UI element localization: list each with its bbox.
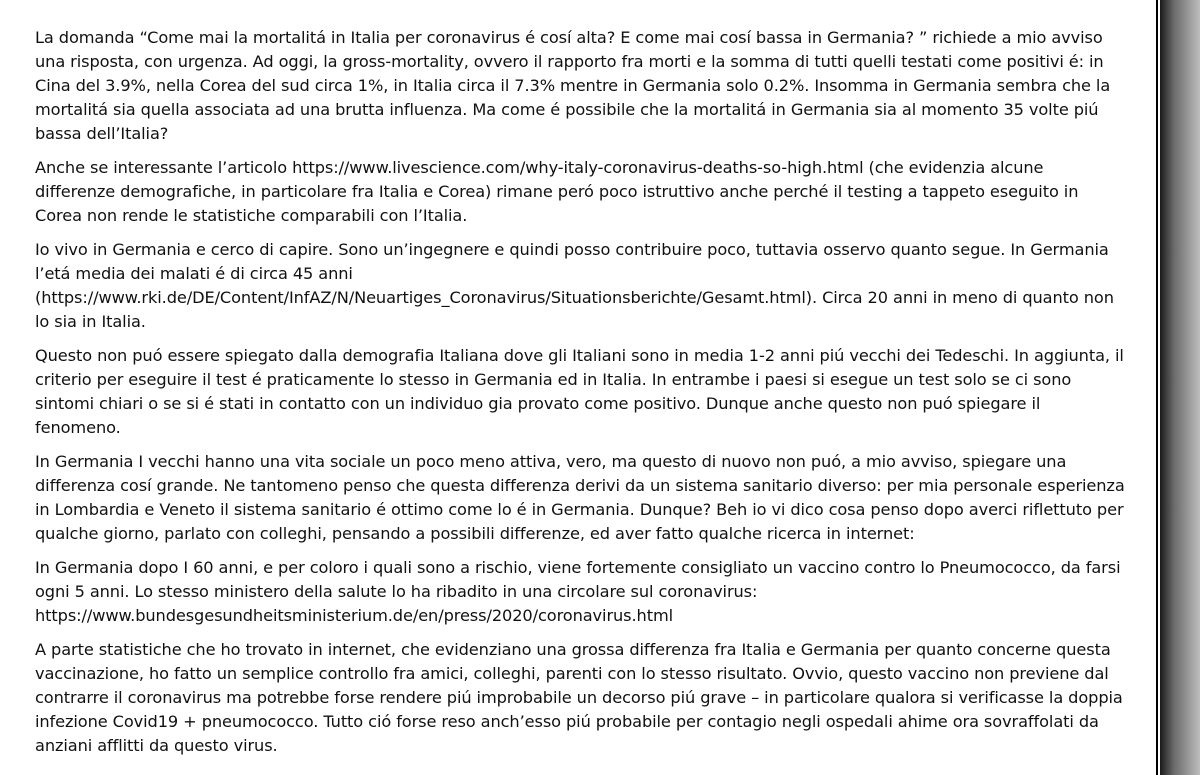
paragraph-3: Io vivo in Germania e cerco di capire. Sono un’ingegnere e quindi posso contribuire poco, tuttavia osservo quanto segue. In Germania l’etá media dei malati é di circa 45 anni (https://www.rki.de/DE/Content/InfAZ/N/Neuartiges_Coronavirus/Situationsberichte/Gesamt.html). Circa 20 anni in meno di quanto non lo sia in Italia.: [35, 240, 1114, 331]
paragraph-4: Questo non puó essere spiegato dalla demografia Italiana dove gli Italiani sono in media 1-2 anni piú vecchi dei Tedeschi. In aggiunta, il criterio per eseguire il test é praticamente lo stesso in Germania ed in Italia. In entrambe i paesi si esegue un test solo se ci sono sintomi chiari o se si é stati in contatto con un individuo gia provato come positivo. Dunque anche questo non puó spiegare il fenomeno.: [35, 346, 1124, 437]
paragraph-1: La domanda “Come mai la mortalitá in Italia per coronavirus é cosí alta? E come mai cosí bassa in Germania? ” richiede a mio avviso una risposta, con urgenza. Ad oggi, la gross-mortality, ovvero il rapporto fra morti e la somma di tutti quelli testati come positivi é: in Cina del 3.9%, nella Corea del sud circa 1%, in Italia circa il 7.3% mentre in Germania solo 0.2%. Insomma in Germania sembra che la mortalitá sia quella associata ad una brutta influenza. Ma come é possibile che la mortalitá in Germania sia al momento 35 volte piú bassa dell’Italia?: [35, 28, 1111, 143]
paragraph-7: A parte statistiche che ho trovato in internet, che evidenziano una grossa differenza fra Italia e Germania per quanto concerne questa vaccinazione, ho fatto un semplice controllo fra amici, colleghi, parenti con lo stesso risultato. Ovvio, questo vaccino non previene dal contrarre il coronavirus ma potrebbe forse rendere piú improbabile un decorso piú grave – in particolare qualora si verificasse la doppia infezione Covid19 + pneumococco. Tutto ció forse reso anch’esso piú probabile per contagio negli ospedali ahime ora sovraffolati da anziani afflitti da questo virus.: [35, 640, 1123, 755]
document-body: [35, 26, 1125, 768]
paragraph-5: In Germania I vecchi hanno una vita sociale un poco meno attiva, vero, ma questo di nuovo non puó, a mio avviso, spiegare una differenza cosí grande. Ne tantomeno penso che questa differenza derivi da un sistema sanitario diverso: per mia personale esperienza in Lombardia e Veneto il sistema sanitario é ottimo come lo é in Germania. Dunque? Beh io vi dico cosa penso dopo averci riflettuto per qualche giorno, parlato con colleghi, pensando a possibili differenze, ed aver fatto qualche ricerca in internet:: [35, 452, 1125, 543]
paragraph-2: Anche se interessante l’articolo https://www.livescience.com/why-italy-coronavirus-deaths-so-high.html (che evidenzia alcune differenze demografiche, in particolare fra Italia e Corea) rimane peró poco istruttivo anche perché il testing a tappeto eseguito in Corea non rende le statistiche comparabili con l’Italia.: [35, 158, 1079, 225]
paragraph-6: In Germania dopo I 60 anni, e per coloro i quali sono a rischio, viene fortemente consigliato un vaccino contro lo Pneumococco, da farsi ogni 5 anni. Lo stesso ministero della salute lo ha ribadito in una circolare sul coronavirus: https://www.bundesgesundheitsministerium.de/en/press/2020/coronavirus.html: [35, 558, 1121, 625]
page-edge-shadow: [1160, 0, 1200, 775]
